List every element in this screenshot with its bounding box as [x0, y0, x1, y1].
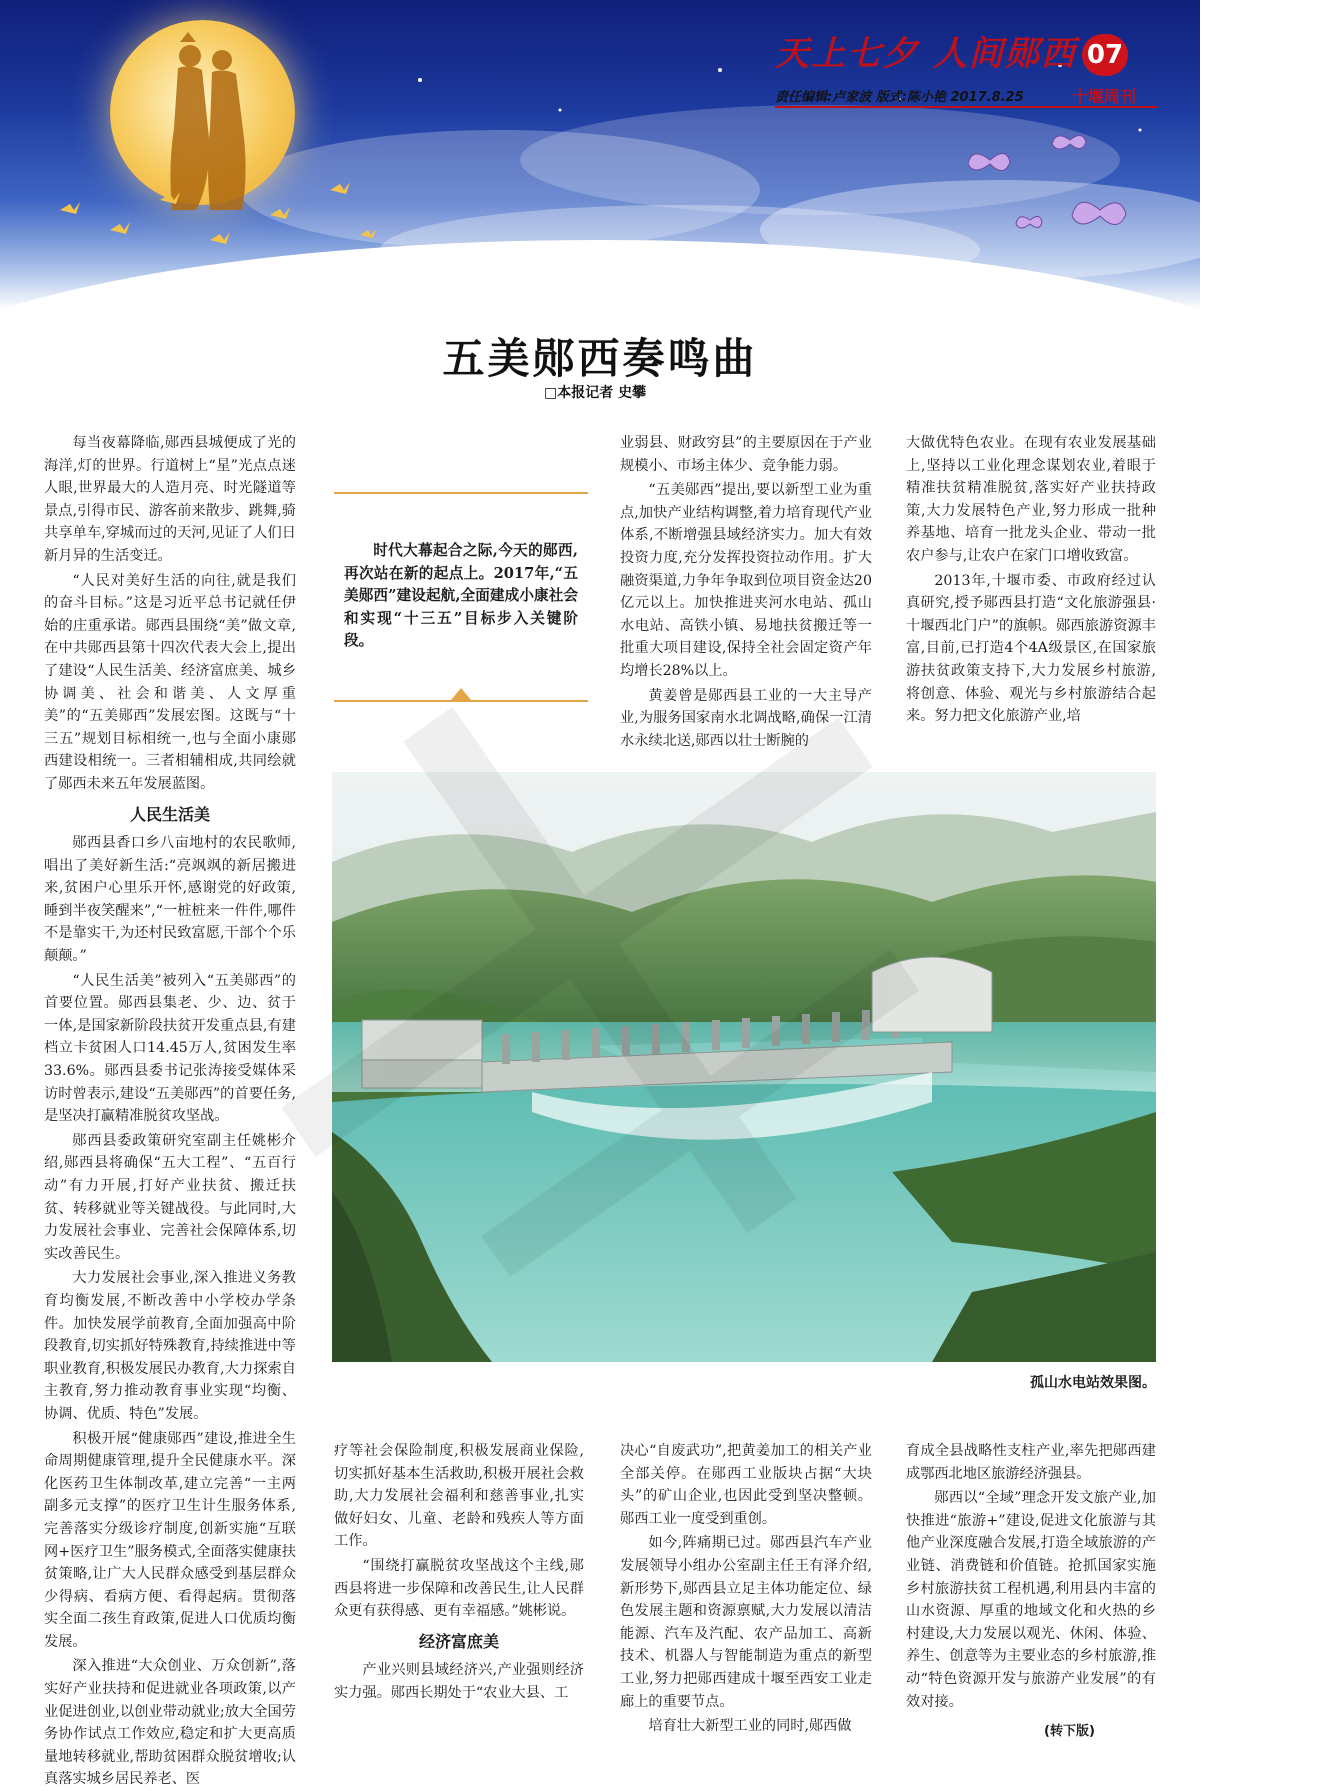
article-byline: □本报记者 史攀	[544, 385, 647, 401]
masthead-brand: 十堰周刊	[1072, 87, 1137, 106]
section-heading: 人民生活美	[129, 804, 210, 824]
article-headline: 五美郧西奏鸣曲	[442, 334, 758, 383]
paragraph: 培育壮大新型工业的同时,郧西做	[648, 1718, 852, 1735]
section-heading: 经济富庶美	[418, 1631, 499, 1651]
page-number-badge: 07	[1082, 34, 1128, 76]
masthead-info: 责任编辑:卢家波 版式:陈小艳 2017.8.25	[775, 90, 1024, 105]
article-column-3	[906, 432, 1156, 742]
paragraph: 积极开展“健康郧西”建设,推进全生命周期健康管理,提升全民健康水平。深化医药卫生体制改革,建立完善“一主两副多元支撑”的医疗卫生计生服务体系,完善落实分级诊疗制度,创新实施“互联网+医疗卫生”服务模式,全面落实健康扶贫策略,让广大人民群众感受到基层群众少得病、看病方便、看得起病。贯彻落实全面二孩生育政策,促进人口优质均衡发展。	[44, 1430, 296, 1650]
pull-quote	[334, 488, 588, 708]
paragraph: 郧西县委政策研究室副主任姚彬介绍,郧西县将确保“五大工程”、“五百行动”有力开展,打好产业扶贫、搬迁扶贫、转移就业等关键战役。与此同时,大力发展社会事业、完善社会保障体系,切实改善民生。	[44, 1132, 296, 1262]
pull-quote-text: 时代大幕起合之际,今天的郧西,再次站在新的起点上。2017年,“五美郧西”建设起航,全面建成小康社会和实现“十三五”目标步入关键阶段。	[344, 542, 578, 650]
birds-decoration	[40, 150, 400, 260]
paragraph: 黄姜曾是郧西县工业的一大主导产业,为服务国家南水北调战略,确保一江清水永续北送,郧西以壮士断腕的	[620, 687, 872, 749]
paragraph: 郧西县香口乡八亩地村的农民歌师,唱出了美好新生活:“亮飒飒的新居搬进来,贫困户心里乐开怀,感谢党的好政策,睡到半夜笑醒来”,“一桩桩来一件件,哪件不是靠实干,为还村民致富愿,干部个个乐颠颠。”	[44, 835, 296, 965]
paragraph: 疗等社会保险制度,积极发展商业保险,切实抓好基本生活救助,积极开展社会救助,大力发展社会福利和慈善事业,扎实做好妇女、儿童、老龄和残疾人等方面工作。	[334, 1443, 584, 1550]
butterflies-decoration	[950, 120, 1150, 260]
paragraph: 每当夜幕降临,郧西县城便成了光的海洋,灯的世界。行道树上“星”光点点迷人眼,世界最大的人造月亮、时光隧道等景点,引得市民、游客前来散步、跳舞,骑共享单车,穿城而过的天河,见证了人们日新月异的生活变迁。	[44, 435, 296, 564]
paragraph: 决心“自废武功”,把黄姜加工的相关产业全部关停。在郧西工业版块占据“大块头”的矿山企业,也因此受到坚决整顿。郧西工业一度受到重创。	[620, 1443, 872, 1527]
paragraph: 郧西以“全域”理念开发文旅产业,加快推进“旅游+”建设,促进文化旅游与其他产业深度融合发展,打造全域旅游的产业链、消费链和价值链。抢抓国家实施乡村旅游扶贫工程机遇,利用县内丰富的山水资源、厚重的地域文化和火热的乡村建设,大力发展以观光、休闲、体验、养生、创意等为主要业态的乡村旅游,推动“特色资源开发与旅游产业发展”的有效对接。	[906, 1490, 1156, 1710]
masthead-rule	[775, 106, 1158, 108]
article-column-5	[620, 1440, 872, 1735]
pull-quote-triangle-icon	[451, 688, 471, 700]
paragraph: 大力发展社会事业,深入推进义务教育均衡发展,不断改善中小学校办学条件。加快发展学前教育,全面加强高中阶段教育,切实抓好特殊教育,持续推进中等职业教育,积极发展民办教育,大力探索自主教育,努力推动教育事业实现“均衡、协调、优质、特色”发展。	[44, 1270, 296, 1422]
pull-quote-rule-bottom	[334, 700, 588, 702]
paragraph: “五美郧西”提出,要以新型工业为重点,加快产业结构调整,着力培育现代产业体系,不断增强县域经济实力。加大有效投资力度,充分发挥投资拉动作用。扩大融资渠道,力争年争取到位项目资金达20亿元以上。加快推进夹河水电站、孤山水电站、高铁小镇、易地扶贫搬迁等一批重大项目建设,保持全社会固定资产年均增长28%以上。	[620, 482, 872, 679]
article-column-1	[44, 432, 296, 1788]
paragraph: 业弱县、财政穷县”的主要原因在于产业规模小、市场主体少、竞争能力弱。	[620, 435, 872, 474]
paragraph: 如今,阵痛期已过。郧西县汽车产业发展领导小组办公室副主任王有泽介绍,新形势下,郧西县立足主体功能定位、绿色发展主题和资源禀赋,大力发展以清洁能源、汽车及汽配、农产品加工、高新技术、机器人与智能制造为重点的新型工业,努力把郧西建成十堰至西安工业走廊上的重要节点。	[620, 1535, 872, 1710]
hydropower-station-photo	[332, 772, 1156, 1362]
masthead-title: 天上七夕 人间郧西	[775, 34, 1077, 74]
continued-notice: (转下版)	[1044, 1724, 1095, 1739]
paragraph: “人民对美好生活的向往,就是我们的奋斗目标。”这是习近平总书记就任伊始的庄重承诺。郧西县围绕“美”做文章,在中共郧西县第十四次代表大会上,提出了建设“人民生活美、经济富庶美、城乡协调美、社会和谐美、人文厚重美”的“五美郧西”发展宏图。这既与“十三五”规划目标相统一,也与全面小康郧西建设相统一。三者相辅相成,共同绘就了郧西未来五年发展蓝图。	[44, 572, 296, 792]
article-column-6	[906, 1440, 1156, 1730]
paragraph: 深入推进“大众创业、万众创新”,落实好产业扶持和促进就业各项政策,以产业促进创业,以创业带动就业;放大全国劳务协作试点工作效应,稳定和扩大更高质量地转移就业,帮助贫困群众脱贫增收;认真落实城乡居民养老、医	[44, 1658, 296, 1788]
paragraph: “围绕打赢脱贫攻坚战这个主线,郧西县将进一步保障和改善民生,让人民群众更有获得感、更有幸福感。”姚彬说。	[334, 1557, 584, 1620]
photo-caption: 孤山水电站效果图。	[1030, 1375, 1156, 1391]
article-column-2	[620, 432, 872, 749]
paragraph: 大做优特色农业。在现有农业发展基础上,坚持以工业化理念谋划农业,着眼于精准扶贫精准脱贫,落实好产业扶持政策,大力发展特色产业,努力形成一批种养基地、培育一批龙头企业、带动一批农户参与,让农户在家门口增收致富。	[906, 435, 1156, 564]
paragraph: “人民生活美”被列入“五美郧西”的首要位置。郧西县集老、少、边、贫于一体,是国家新阶段扶贫开发重点县,有建档立卡贫困人口14.45万人,贫困发生率33.6%。郧西县委书记张涛接受媒体采访时曾表示,建设“五美郧西”的首要任务,是坚决打赢精准脱贫攻坚战。	[44, 972, 296, 1125]
pull-quote-rule-top	[334, 492, 588, 494]
paragraph: 2013年,十堰市委、市政府经过认真研究,授予郧西县打造“文化旅游强县·十堰西北门户”的旗帜。郧西旅游资源丰富,目前,已打造4个4A级景区,在国家旅游扶贫政策支持下,大力发展乡村旅游,将创意、体验、观光与乡村旅游结合起来。努力把文化旅游产业,培	[906, 572, 1156, 725]
paragraph: 产业兴则县域经济兴,产业强则经济实力强。郧西长期处于“农业大县、工	[334, 1662, 584, 1701]
paragraph: 育成全县战略性支柱产业,率先把郧西建成鄂西北地区旅游经济强县。	[906, 1443, 1156, 1482]
article-column-4	[334, 1440, 584, 1730]
